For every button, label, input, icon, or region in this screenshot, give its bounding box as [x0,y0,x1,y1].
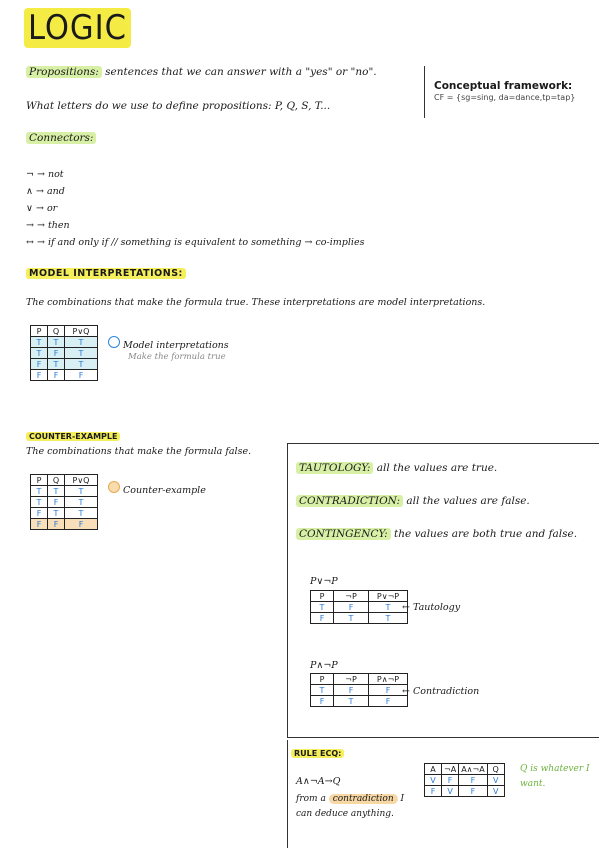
divider [424,66,425,118]
tautology-caption: P∨¬P [310,576,338,587]
model-legend-sub: Make the formula true [128,352,226,362]
propositions-line [26,66,416,78]
table-row: T F T [31,348,98,359]
table-row: T T T [31,486,98,497]
table-row: F F F [31,370,98,381]
framework-text: CF = {sg=sing, da=dance,tp=tap} [434,93,576,102]
connector-or: ∨ → or [26,203,58,214]
rule-ecq-heading: RULE ECQ: [291,749,344,758]
contradiction-table-header: P ¬P P∧¬P [311,674,408,685]
rule-ecq-side-note: Q is whatever I want. [520,764,590,789]
framework-heading: Conceptual framework: [434,80,573,92]
connectors-list [26,166,364,251]
table-row: F T T [31,359,98,370]
connector-iff: ↔ → if and only if // something is equivalent to something → co-implies [26,237,365,248]
orange-circle-icon [108,481,120,493]
table-row: T F T [31,497,98,508]
rule-ecq-table-header: A ¬A A∧¬A Q [425,764,505,775]
table-row: T T T [31,337,98,348]
model-legend: Model interpretations [108,336,229,351]
contradiction-table [310,673,408,707]
counter-table-header: P Q P∨Q [31,475,98,486]
contradiction-note: ← Contradiction [402,686,480,697]
model-table-header: P Q P∨Q [31,326,98,337]
contingency-line: CONTINGENCY: the values are both true and false. [296,528,586,540]
connector-and: ∧ → and [26,186,65,197]
table-row: F F F [31,519,98,530]
rule-ecq-table [424,763,505,797]
tautology-table-header: P ¬P P∨¬P [311,591,408,602]
contradiction-caption: P∧¬P [310,660,338,671]
table-row: F T T [311,613,408,624]
counter-heading: COUNTER-EXAMPLE [26,432,120,441]
table-row: F T F [311,696,408,707]
model-text: The combinations that make the formula true. These interpretations are model interpretations. [26,297,486,308]
counter-legend: Counter-example [108,481,206,496]
rule-ecq-text: from a contradiction I can deduce anything. [296,794,405,819]
propositions-letters: What letters do we use to define propositions: P, Q, S, T... [26,100,331,112]
tautology-note: ← Tautology [402,602,461,613]
counter-table [30,474,98,530]
propositions-label: Propositions: [26,66,102,78]
blue-circle-icon [108,336,120,348]
model-heading: MODEL INTERPRETATIONS: [26,268,186,279]
tautology-table [310,590,408,624]
page-title: LOGIC [24,8,131,48]
table-row: F V F V [425,786,505,797]
table-row: F T T [31,508,98,519]
table-row: T F T [311,602,408,613]
table-row: V F F V [425,775,505,786]
propositions-text: sentences that we can answer with a "yes" or "no". [105,66,377,78]
connector-not: ¬ → not [26,169,64,180]
table-row: T F F [311,685,408,696]
contradiction-word: contradiction [329,794,398,804]
rule-ecq-formula: A∧¬A→Q [296,776,341,787]
connectors-heading: Connectors: [26,132,96,144]
contradiction-line: CONTRADICTION: all the values are false. [296,495,530,507]
tautology-line: TAUTOLOGY: all the values are true. [296,462,497,474]
counter-text: The combinations that make the formula false. [26,446,252,457]
model-table [30,325,98,381]
connector-then: → → then [26,220,70,231]
